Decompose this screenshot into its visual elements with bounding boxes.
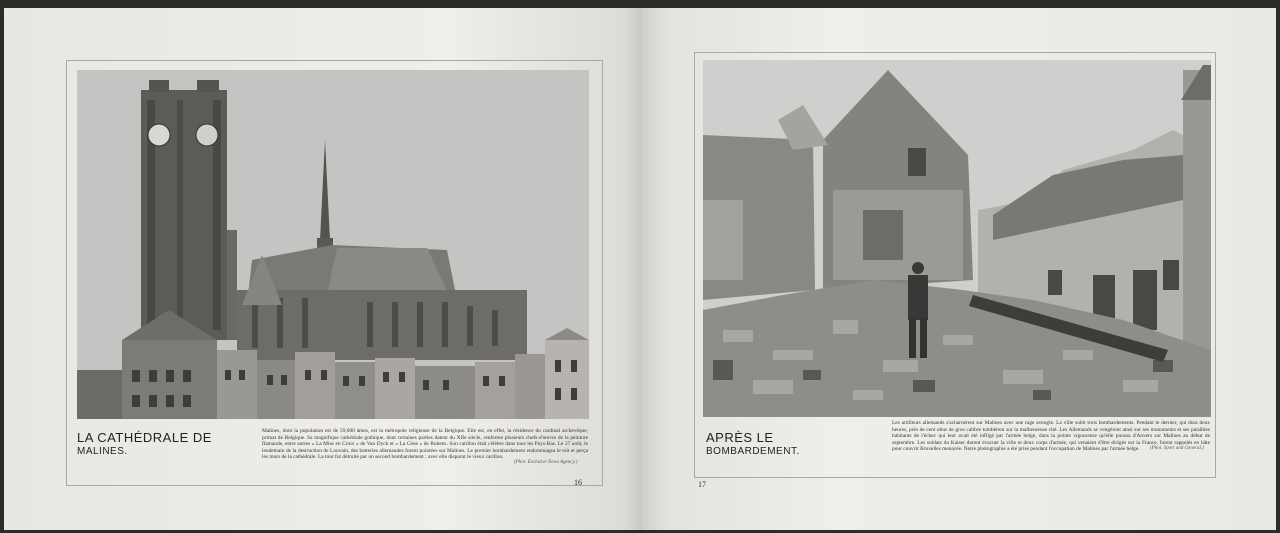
left-page <box>4 8 642 530</box>
cathedral-photo <box>77 70 589 419</box>
left-title-line2: MALINES. <box>77 446 128 457</box>
left-page-number: 16 <box>574 478 582 487</box>
right-caption-title <box>706 430 876 459</box>
left-title-line1: LA CATHÉDRALE DE <box>77 430 212 445</box>
right-title-line1: APRÈS LE <box>706 430 774 445</box>
ruins-photo <box>703 60 1211 417</box>
right-photo-credit: (Phot. Sport and General.) <box>1150 446 1204 451</box>
left-caption-body: Malines, dont la population est de 59,000 âmes, est la métropole religieuse de la Belgique. Elle est, en effet, la résidence du cardinal archevêque, primat de Belgique. Sa magnifique cathédrale gothique, dont certaines parties datent du XIIe siècle, renferme plusieurs chefs-d'œuvre de la peinture flamande, entre autres « La Mise en Croix » de Van Dyck et « La Cène » de Rubens. Son carillon était célèbre dans tous les Pays-Bas. Le 27 août, le lendemain de la destruction de Louvain, des batteries allemandes furent pointées sur Malines. Le premier bombardement endommagea le toit et perça les murs de la cathédrale. La tour fut détruite par un second bombardement ; avec elle disparut le vieux carillon. <box>262 428 588 461</box>
right-page-number: 17 <box>698 480 706 489</box>
left-photo-credit: (Phot. Exclusive News Agency.) <box>514 460 578 465</box>
right-caption-body: Les artilleurs allemands s'acharnèrent sur Malines avec une rage aveugle. La ville subit trois bombardements. Pendant le dernier, qui dura deux heures, près de cent obus de gros calibre tombèrent sur la malheureuse cité. Les Allemands se vengèrent ainsi sur ses monuments et ses paisibles habitants de l'échec qui leur avait été infligé par l'armée belge, dans la pointe vigoureuse qu'elle poussa d'Anvers sur Malines au début de septembre. Les soldats du Kaiser durent évacuer la ville et deux corps d'armée, qui venaient d'être dirigés sur la France, furent rappelés en hâte pour couvrir Bruxelles menacée. Notre photographie a été prise pendant l'occupation de Malines par l'armée belge. <box>892 420 1210 453</box>
book-spread <box>4 8 1276 530</box>
right-page <box>642 8 1276 530</box>
left-caption-title <box>77 430 237 459</box>
right-title-line2: BOMBARDEMENT. <box>706 446 800 457</box>
